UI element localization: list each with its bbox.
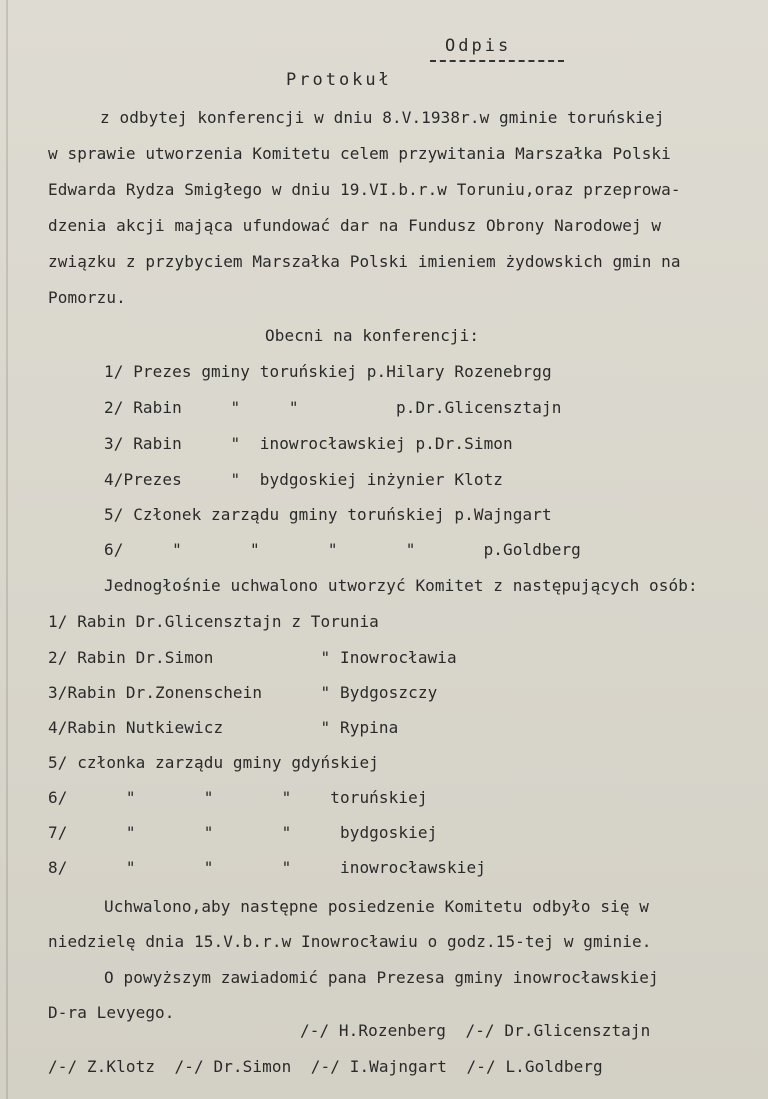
heading-underline [430,60,564,62]
intro-line-4: dzenia akcji mająca ufundować dar na Fundusz Obrony Narodowej w [48,216,662,235]
signature-line-1: /-/ H.Rozenberg /-/ Dr.Glicensztajn [300,1021,651,1040]
present-item-2: 2/ Rabin " " p.Dr.Glicensztajn [104,398,562,417]
intro-line-3: Edwarda Rydza Smigłego w dniu 19.VI.b.r.w Toruniu,oraz przeprowa- [48,180,681,199]
committee-item-6: 6/ " " " toruńskiej [48,788,428,807]
present-item-1: 1/ Prezes gminy toruńskiej p.Hilary Rozenebrgg [104,362,552,381]
present-item-4: 4/Prezes " bydgoskiej inżynier Klotz [104,470,504,489]
present-item-6: 6/ " " " " p.Goldberg [104,540,581,559]
intro-line-5: związku z przybyciem Marszałka Polski imieniem żydowskich gmin na [48,252,681,271]
committee-item-2: 2/ Rabin Dr.Simon " Inowrocławia [48,648,457,667]
intro-line-1: z odbytej konferencji w dniu 8.V.1938r.w gminie toruńskiej [100,108,665,127]
committee-item-1: 1/ Rabin Dr.Glicensztajn z Torunia [48,612,379,631]
closing-line-3: O powyższym zawiadomić pana Prezesa gminy inowrocławskiej [104,968,659,987]
committee-item-5: 5/ członka zarządu gminy gdyńskiej [48,753,379,772]
intro-line-2: w sprawie utworzenia Komitetu celem przywitania Marszałka Polski [48,144,671,163]
paper-fold [6,0,8,1099]
committee-item-7: 7/ " " " bydgoskiej [48,823,438,842]
closing-line-2: niedzielę dnia 15.V.b.r.w Inowrocławiu o godz.15-tej w gminie. [48,932,652,951]
closing-line-1: Uchwalono,aby następne posiedzenie Komitetu odbyło się w [104,897,650,916]
closing-line-4: D-ra Levyego. [48,1003,175,1022]
committee-item-8: 8/ " " " inowrocławskiej [48,858,486,877]
committee-item-3: 3/Rabin Dr.Zonenschein " Bydgoszczy [48,683,438,702]
document-title: Protokuł [286,70,392,90]
committee-item-4: 4/Rabin Nutkiewicz " Rypina [48,718,399,737]
present-heading: Obecni na konferencji: [265,326,480,345]
resolution-text: Jednogłośnie uchwalono utworzyć Komitet z następujących osób: [104,576,698,595]
present-item-3: 3/ Rabin " inowrocławskiej p.Dr.Simon [104,434,513,453]
intro-line-6: Pomorzu. [48,288,126,307]
present-item-5: 5/ Członek zarządu gminy toruńskiej p.Wajngart [104,505,552,524]
signature-line-2: /-/ Z.Klotz /-/ Dr.Simon /-/ I.Wajngart /-/ L.Goldberg [48,1057,603,1076]
document-heading: Odpis [445,36,512,56]
